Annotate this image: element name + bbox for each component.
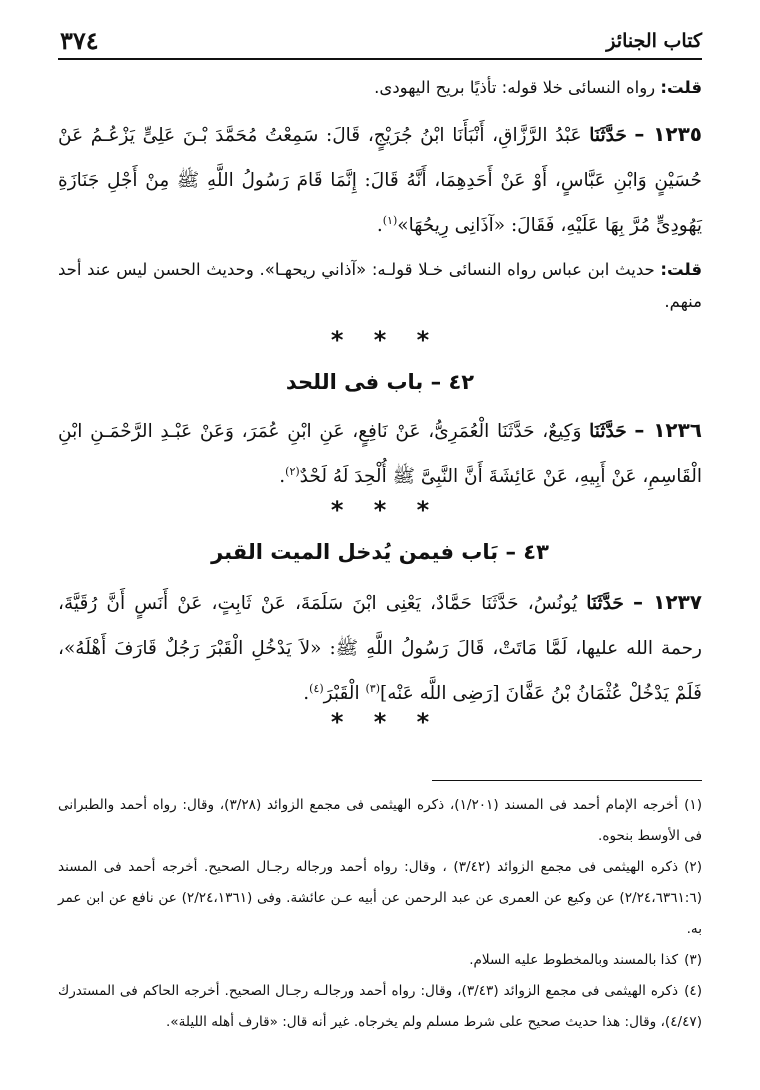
hadith-1237: ١٢٣٧ – حَدَّثَنَا يُونُسُ، حَدَّثَنَا حَمَّادٌ، يَعْنِى ابْنَ سَلَمَةَ، عَنْ ثَابِتٍ، عَنْ أَنَسٍ أَنَّ رُقَيَّةَ، رحمة الله عليها، لَمَّا مَاتَتْ، قَالَ رَسُولُ اللَّهِ ﷺ: «لاَ يَدْخُلِ الْقَبْرَ رَجُلٌ قَارَفَ أَهْلَهُ»، فَلَمْ يَدْخُلْ عُثْمَانُ بْنُ عَفَّانَ [رَضِى اللَّه عَنْه]$^{(٣)}$ الْقَبْرَ$^{(٤)}$.: [58, 590, 702, 704]
page-number: ٣٧٤: [60, 26, 99, 55]
hadith-text: يُونُسُ، حَدَّثَنَا حَمَّادٌ، يَعْنِى ابْنَ سَلَمَةَ، عَنْ ثَابِتٍ، عَنْ أَنَسٍ أَنَّ رُقَيَّةَ، رحمة الله عليها، لَمَّا مَاتَتْ، قَالَ رَسُولُ اللَّهِ ﷺ: «لاَ يَدْخُلِ الْقَبْرَ رَجُلٌ قَارَفَ أَهْلَهُ»، فَلَمْ يَدْخُلْ عُثْمَانُ بْنُ عَفَّانَ [رَضِى اللَّه عَنْه]: [58, 593, 702, 704]
section-separator: * * *: [330, 708, 430, 736]
footnote-3: [58, 945, 702, 976]
hadith-lead: حَدَّثَنَا: [586, 593, 624, 614]
qult-label: قلت:: [660, 260, 702, 279]
footnote-number: (١): [684, 797, 703, 813]
footnote-ref: (٣): [365, 681, 380, 695]
footnote-number: (٤): [684, 983, 702, 999]
footnote-4: [58, 976, 702, 1038]
running-header: [58, 18, 702, 60]
hadith-text: الْقَبْرَ: [323, 683, 360, 704]
book-title: كتاب الجنائز: [606, 30, 702, 52]
footnote-2: [58, 852, 702, 945]
hadith-text: عَبْدُ الرَّزَّاقِ، أَنْبَأَنَا ابْنُ جُرَيْجٍ، قَالَ: سَمِعْتُ مُحَمَّدَ بْـنَ عَلِىٍّ يَزْعُـمُ عَنْ حُسَيْنٍ وَابْنِ عَبَّاسٍ، أَوْ عَنْ أَحَدِهِمَا، أَنَّهُ قَالَ: إِنَّمَا قَامَ رَسُولُ اللَّهِ ﷺ مِنْ أَجْلِ جَنَازَةِ يَهُودِىٍّ مُرَّ بِهَا عَلَيْهِ، فَقَالَ: «آذَانِى رِيحُهَا»: [58, 125, 702, 236]
footnotes: [58, 790, 702, 1038]
footnote-text: أخرجه الإمام أحمد فى المسند (١/٢٠١)، ذكره الهيثمى فى مجمع الزوائد (٣/٢٨)، وقال: رواه أحمد والطبرانى فى الأوسط بنحوه.: [58, 797, 702, 844]
footnote-ref: (١): [382, 213, 398, 227]
chapter-heading-43: ٤٣ – بَاب فيمن يُدخل الميت القبر: [211, 540, 549, 564]
footnote-ref: (٤): [309, 681, 324, 695]
hadith-lead: حَدَّثَنَا: [589, 125, 627, 146]
hadith-number: ١٢٣٥ –: [634, 122, 702, 146]
chapter-heading-42: ٤٢ – باب فى اللحد: [285, 370, 475, 394]
footnote-number: (٢): [684, 859, 703, 875]
footnote-text: ذكره الهيثمى فى مجمع الزوائد (٣/٤٢) ، وقال: رواه أحمد ورجاله رجـال الصحيح. أخرجه أحمد فى المسند (٢/٢٤،٦٣٦١:٦) عن وكيع عن العمرى عن عبد الرحمن عن أبيه عـن عائشة. وفى (٢/٢٤،١٣٦١) عن نافع عن ابن عمر به.: [58, 859, 702, 937]
hadith-1236: ١٢٣٦ – حَدَّثَنَا وَكِيعٌ، حَدَّثَنَا الْعُمَرِىُّ، عَنْ نَافِعٍ، عَنِ ابْنِ عُمَرَ، وَعَنْ عَبْـدِ الرَّحْمَـنِ ابْنِ الْقَاسِمِ، عَنْ أَبِيهِ، عَنْ عَائِشَةَ أَنَّ النَّبِىَّ ﷺ أُلْحِدَ لَهُ لَحْدٌ$^{(٢)}$.: [58, 418, 703, 487]
section-separator: * * *: [330, 496, 430, 524]
footnote-ref: (٢): [285, 464, 300, 478]
hadith-text: وَكِيعٌ، حَدَّثَنَا الْعُمَرِىُّ، عَنْ نَافِعٍ، عَنِ ابْنِ عُمَرَ، وَعَنْ عَبْـدِ الرَّحْمَـنِ ابْنِ الْقَاسِمِ، عَنْ أَبِيهِ، عَنْ عَائِشَةَ أَنَّ النَّبِىَّ ﷺ أُلْحِدَ لَهُ لَحْدٌ: [58, 421, 702, 487]
hadith-lead: حَدَّثَنَا: [589, 421, 627, 442]
hadith-number: ١٢٣٦ –: [634, 418, 703, 442]
hadith-number: ١٢٣٧ –: [632, 590, 702, 614]
qult-label: قلت:: [660, 78, 702, 97]
hadith-1235: ١٢٣٥ – حَدَّثَنَا عَبْدُ الرَّزَّاقِ، أَنْبَأَنَا ابْنُ جُرَيْجٍ، قَالَ: سَمِعْتُ مُحَمَّدَ بْـنَ عَلِىٍّ يَزْعُـمُ عَنْ حُسَيْنٍ وَابْنِ عَبَّاسٍ، أَوْ عَنْ أَحَدِهِمَا، أَنَّهُ قَالَ: إِنَّمَا قَامَ رَسُولُ اللَّهِ ﷺ مِنْ أَجْلِ جَنَازَةِ يَهُودِىٍّ مُرَّ بِهَا عَلَيْهِ، فَقَالَ: «آذَانِى رِيحُهَا»$^{(١)}$.: [58, 122, 702, 236]
section-separator: * * *: [330, 326, 430, 354]
footnote-text: كذا بالمسند وبالمخطوط عليه السلام.: [469, 952, 679, 968]
qult-note-2: [58, 254, 702, 318]
qult-note-1: [58, 72, 702, 104]
footnote-divider: [432, 780, 702, 781]
footnote-text: ذكره الهيثمى فى مجمع الزوائد (٣/٤٣)، وقال: رواه أحمد ورجالـه رجـال الصحيح. أخرجه الحاكم فى المستدرك (٤/٤٧)، وقال: هذا حديث صحيح على شرط مسلم ولم يخرجاه. غير أنه قال: «قارف أهله الليلة».: [58, 983, 702, 1030]
footnote-number: (٣): [684, 952, 702, 968]
qult-text: رواه النسائى خلا قوله: تأذيًا بريح اليهودى.: [374, 78, 656, 97]
footnote-1: [58, 790, 702, 852]
qult-text: حديث ابن عباس رواه النسائى خـلا قولـه: «آذاني ريحهـا». وحديث الحسن ليس عند أحد منهم.: [58, 260, 702, 311]
